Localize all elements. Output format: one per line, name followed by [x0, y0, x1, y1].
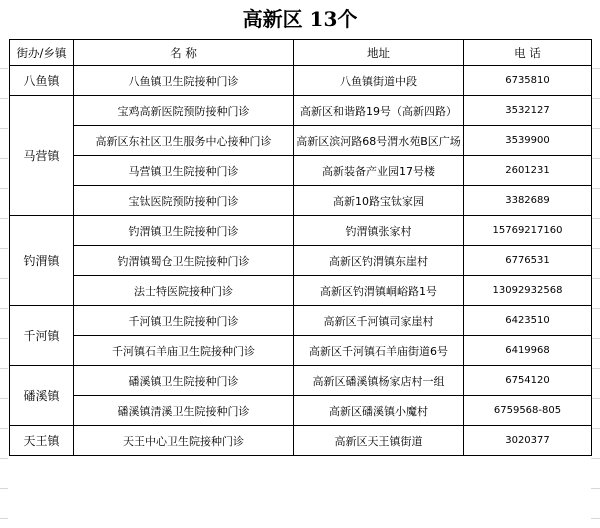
header-row: [10, 40, 592, 66]
address-cell: 高新区钓渭镇东崖村: [294, 246, 464, 276]
address-cell: 高新区和谐路19号（高新四路）: [294, 96, 464, 126]
table-row: [10, 156, 592, 186]
town-cell: 八鱼镇: [10, 66, 74, 96]
page-title: 高新区 13个: [242, 7, 358, 31]
table-row: [10, 216, 592, 246]
name-cell: 磻溪镇清溪卫生院接种门诊: [74, 396, 294, 426]
phone-cell: 6735810: [464, 66, 592, 96]
sheet-gridlines-right: [591, 39, 600, 528]
table-body: [10, 66, 592, 456]
table-row: [10, 246, 592, 276]
phone-cell: 3532127: [464, 96, 592, 126]
table-row: [10, 186, 592, 216]
address-cell: 钓渭镇张家村: [294, 216, 464, 246]
name-cell: 钓渭镇蜀仓卫生院接种门诊: [74, 246, 294, 276]
sheet-gridlines-left: [0, 39, 8, 528]
name-cell: 马营镇卫生院接种门诊: [74, 156, 294, 186]
table-row: [10, 336, 592, 366]
table-row: [10, 366, 592, 396]
table-row: [10, 126, 592, 156]
name-cell: 宝鸡高新医院预防接种门诊: [74, 96, 294, 126]
address-cell: 高新区千河镇石羊庙街道6号: [294, 336, 464, 366]
name-cell: 八鱼镇卫生院接种门诊: [74, 66, 294, 96]
table-row: [10, 276, 592, 306]
phone-cell: 3539900: [464, 126, 592, 156]
phone-cell: 6759568-805: [464, 396, 592, 426]
town-cell: 千河镇: [10, 306, 74, 366]
name-cell: 千河镇石羊庙卫生院接种门诊: [74, 336, 294, 366]
header-phone: 电 话: [464, 40, 592, 66]
name-cell: 宝钛医院预防接种门诊: [74, 186, 294, 216]
phone-cell: 6423510: [464, 306, 592, 336]
phone-cell: 13092932568: [464, 276, 592, 306]
address-cell: 高新区天王镇街道: [294, 426, 464, 456]
header-name: 名 称: [74, 40, 294, 66]
address-cell: 高新区千河镇司家崖村: [294, 306, 464, 336]
table-row: [10, 66, 592, 96]
table-row: [10, 306, 592, 336]
name-cell: 高新区东社区卫生服务中心接种门诊: [74, 126, 294, 156]
address-cell: 高新区钓渭镇峒峪路1号: [294, 276, 464, 306]
phone-cell: 3382689: [464, 186, 592, 216]
table-row: [10, 96, 592, 126]
town-cell: 钓渭镇: [10, 216, 74, 306]
phone-cell: 6776531: [464, 246, 592, 276]
address-cell: 高新10路宝钛家园: [294, 186, 464, 216]
address-cell: 高新装备产业园17号楼: [294, 156, 464, 186]
clinic-table: [9, 39, 592, 456]
name-cell: 千河镇卫生院接种门诊: [74, 306, 294, 336]
town-cell: 马营镇: [10, 96, 74, 216]
header-town: 街办/乡镇: [10, 40, 74, 66]
phone-cell: 3020377: [464, 426, 592, 456]
town-cell: 磻溪镇: [10, 366, 74, 426]
name-cell: 磻溪镇卫生院接种门诊: [74, 366, 294, 396]
table-row: [10, 426, 592, 456]
address-cell: 高新区滨河路68号渭水苑B区广场: [294, 126, 464, 156]
phone-cell: 2601231: [464, 156, 592, 186]
header-address: 地址: [294, 40, 464, 66]
town-cell: 天王镇: [10, 426, 74, 456]
phone-cell: 6754120: [464, 366, 592, 396]
address-cell: 高新区磻溪镇小魔村: [294, 396, 464, 426]
address-cell: 八鱼镇街道中段: [294, 66, 464, 96]
name-cell: 钓渭镇卫生院接种门诊: [74, 216, 294, 246]
phone-cell: 6419968: [464, 336, 592, 366]
name-cell: 法士特医院接种门诊: [74, 276, 294, 306]
table-row: [10, 396, 592, 426]
address-cell: 高新区磻溪镇杨家店村一组: [294, 366, 464, 396]
name-cell: 天王中心卫生院接种门诊: [74, 426, 294, 456]
phone-cell: 15769217160: [464, 216, 592, 246]
